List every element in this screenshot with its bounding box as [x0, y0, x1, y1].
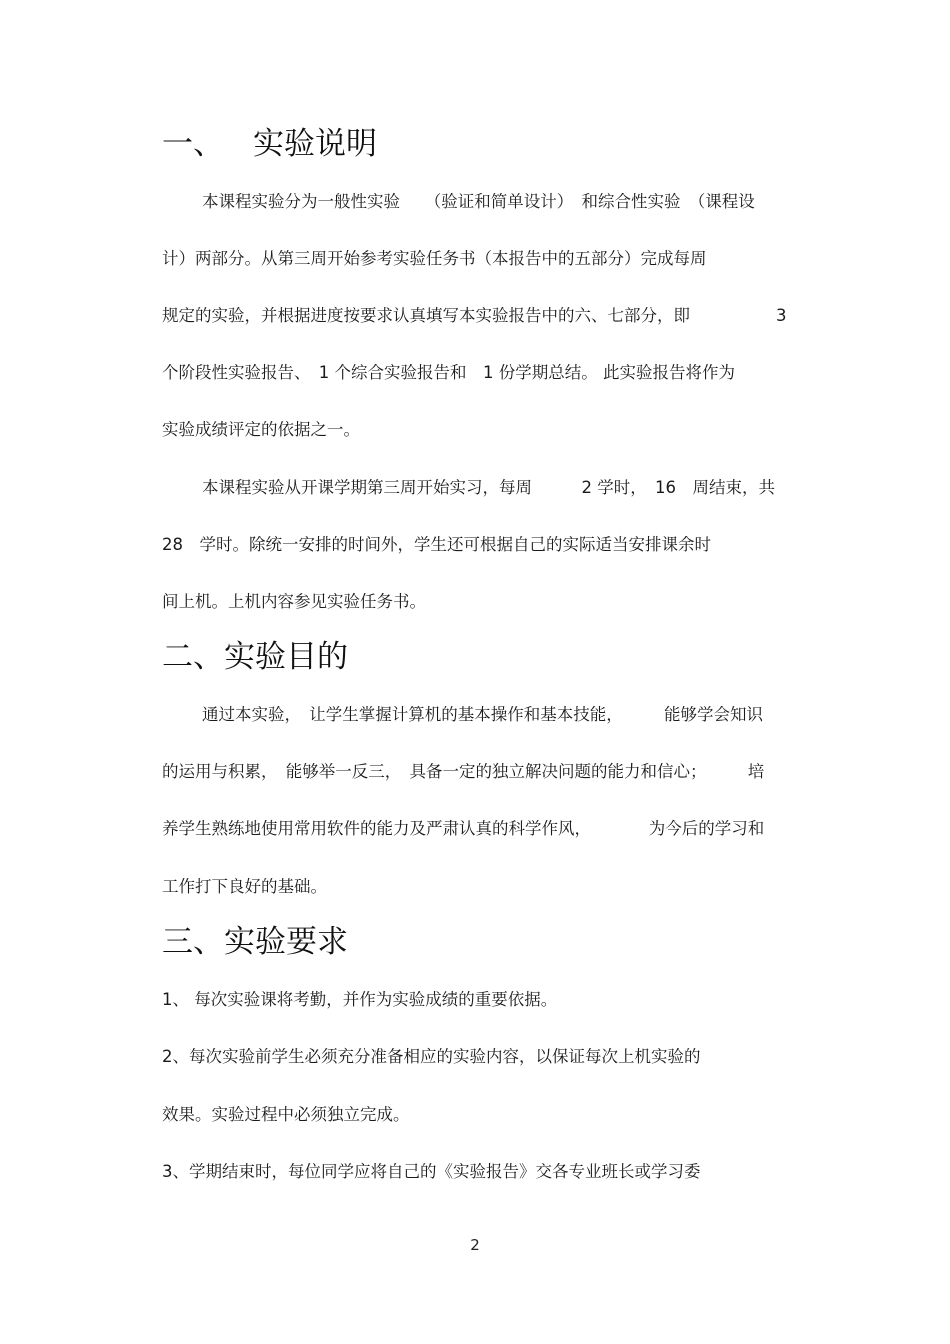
section-1-p2-line-2: 28 学时。除统一安排的时间外，学生还可根据自己的实际适当安排课余时: [162, 535, 711, 554]
section-1-heading-title: 实验说明: [253, 126, 377, 162]
section-1-p2-line-1: 本课程实验从开课学期第三周开始实习，每周 2 学时， 16 周结束，共: [202, 478, 775, 497]
section-1-p1-line-1: 本课程实验分为一般性实验 （验证和简单设计） 和综合性实验 （课程设: [202, 192, 755, 211]
section-3-item-3: 3、学期结束时，每位同学应将自己的《实验报告》交各专业班长或学习委: [162, 1162, 701, 1181]
section-3-item-2: 2、每次实验前学生必须充分准备相应的实验内容，以保证每次上机实验的: [162, 1047, 701, 1066]
page-number: 2: [470, 1236, 480, 1254]
section-1-p1-line-4: 个阶段性实验报告、 1 个综合实验报告和 1 份学期总结。 此实验报告将作为: [162, 363, 735, 382]
section-2-heading: 二、实验目的: [162, 639, 348, 675]
section-1-p2-line-3: 间上机。上机内容参见实验任务书。: [162, 592, 426, 611]
section-1-p1-line-5: 实验成绩评定的依据之一。: [162, 420, 360, 439]
section-2-line-2: 的运用与积累， 能够举一反三， 具备一定的独立解决问题的能力和信心； 培: [162, 762, 765, 781]
section-2-line-4: 工作打下良好的基础。: [162, 877, 327, 896]
section-1-p1-line-3: 规定的实验，并根据进度按要求认真填写本实验报告中的六、七部分，即: [162, 306, 690, 325]
section-2-line-1: 通过本实验， 让学生掌握计算机的基本操作和基本技能， 能够学会知识: [202, 705, 763, 724]
section-3-heading: 三、实验要求: [162, 924, 348, 960]
section-2-line-3: 养学生熟练地使用常用软件的能力及严肃认真的科学作风， 为今后的学习和: [162, 819, 765, 838]
section-1-p1-line-2: 计）两部分。从第三周开始参考实验任务书（本报告中的五部分）完成每周: [162, 249, 707, 268]
section-1-p1-trailing-number: 3: [776, 306, 787, 325]
section-3-item-1: 1、 每次实验课将考勤，并作为实验成绩的重要依据。: [162, 990, 558, 1009]
section-1-heading-number: 一、: [162, 126, 224, 162]
section-3-item-2-cont: 效果。实验过程中必须独立完成。: [162, 1105, 410, 1124]
